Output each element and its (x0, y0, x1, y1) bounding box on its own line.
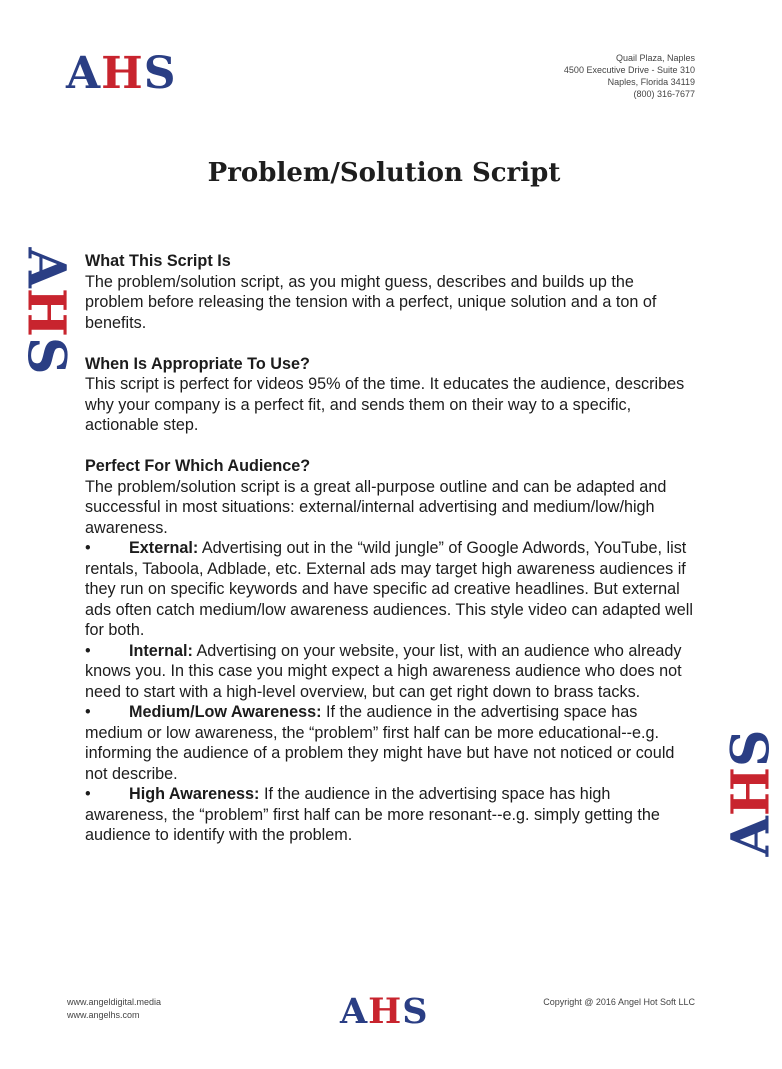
section-heading-which: Perfect For Which Audience? (85, 457, 311, 475)
company-address (564, 52, 695, 100)
ahs-side-logo-right: AHS (720, 729, 782, 857)
ahs-logo-bottom: AHS (340, 991, 429, 1032)
document-body (85, 251, 695, 846)
ahs-side-logo-left: AHS (15, 247, 77, 375)
bullet-internal: • Internal: Advertising on your website, your list, with an audience who already knows you. In this case you might expect a high awareness audience who does not need to start with a high-level overview, but can get right down to brass tacks. (85, 641, 682, 701)
section-text-which: The problem/solution script is a great all-purpose outline and can be adapted and successful in most situations: external/internal advertising and medium/low/high awareness. (85, 477, 667, 537)
bullet-icon: • (85, 703, 91, 721)
address-line-1: Quail Plaza, Naples (615, 53, 695, 63)
bullet-high: • High Awareness: If the audience in the advertising space has high awareness, the “problem” first half can be more resonant--e.g. simply getting the audience to identify with the problem. (85, 785, 660, 844)
footer-copyright: Copyright @ 2016 Angel Hot Soft LLC (543, 997, 695, 1007)
address-line-3: Naples, Florida 34119 (607, 77, 695, 87)
bullet-external: • External: Advertising out in the “wild jungle” of Google Adwords, YouTube, list rentals, Taboola, Adblade, etc. External ads may target high awareness audiences if they run on specific keywords and have specific ad creative headlines. But external ads often catch medium/low awareness audiences. This style video can adapted well for both. (85, 539, 693, 639)
footer-link-angelhs[interactable]: www.angelhs.com (67, 1010, 140, 1020)
bullet-icon: • (85, 785, 91, 803)
address-phone: (800) 316-7677 (633, 89, 695, 99)
bullet-icon: • (85, 641, 91, 660)
section-heading-when: When Is Appropriate To Use? (85, 354, 310, 373)
ahs-logo-top: AHS (66, 48, 177, 99)
section-heading-what: What This Script Is (85, 252, 231, 270)
address-line-2: 4500 Executive Drive - Suite 310 (563, 65, 695, 75)
section-text-what: The problem/solution script, as you might guess, describes and builds up the problem before releasing the tension with a perfect, unique solution and a ton of benefits. (85, 272, 657, 332)
section-text-when: This script is perfect for videos 95% of the time. It educates the audience, describes why your company is a perfect fit, and sends them on their way to a specific, actionable step. (85, 375, 685, 434)
footer-link-angeldigital[interactable]: www.angeldigital.media (67, 997, 162, 1007)
bullet-medium-low: • Medium/Low Awareness: If the audience in the advertising space has medium or low awareness, the “problem” first half can be more educational--e.g. informing the audience of a problem they might have but have not noticed or could not describe. (85, 703, 675, 783)
page-title: Problem/Solution Script (207, 158, 561, 188)
footer-websites (67, 996, 161, 1022)
bullet-icon: • (85, 539, 91, 557)
